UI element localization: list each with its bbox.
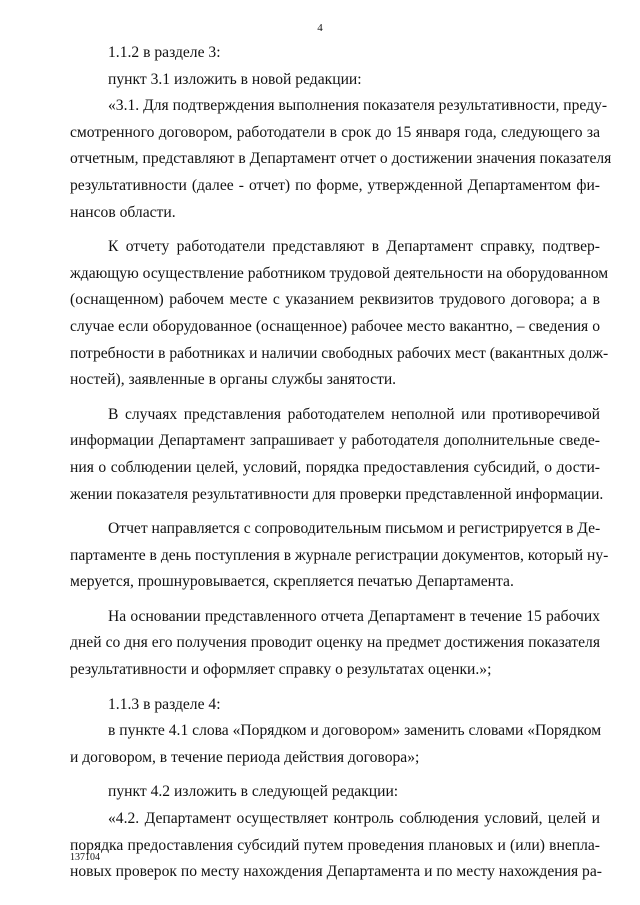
text-line: 1.1.3 в разделе 4: xyxy=(108,695,221,713)
text-line: партаменте в день поступления в журнале регистрации документов, который ну- xyxy=(70,546,609,564)
paragraph-gap xyxy=(70,394,600,402)
text-line: В случаях представления работодателем неполной или противоречивой xyxy=(108,405,600,423)
text-line: ждающую осуществление работником трудовой деятельности на оборудованном xyxy=(70,264,609,282)
text-line: информации Департамент запрашивает у работодателя дополнительные сведе- xyxy=(70,432,600,450)
paragraph-gap xyxy=(70,596,600,604)
text-line: случае если оборудованное (оснащенное) рабочее место вакантно, – сведения о xyxy=(70,317,600,335)
text-line: «3.1. Для подтверждения выполнения показателя результативности, преду- xyxy=(108,97,608,115)
text-line: «4.2. Департамент осуществляет контроль соблюдения условий, целей и xyxy=(108,810,600,828)
page-number: 4 xyxy=(317,22,323,34)
text-line: ния о соблюдении целей, условий, порядка предоставления субсидий, о дости- xyxy=(70,458,600,476)
text-line: порядка предоставления субсидий путем проведения плановых и (или) внепла- xyxy=(70,836,600,854)
document-body xyxy=(70,40,612,886)
text-line: в пункте 4.1 слова «Порядком и договором» заменить словами «Порядком xyxy=(108,722,602,740)
text-line: К отчету работодатели представляют в Департамент справку, подтвер- xyxy=(108,238,600,256)
text-line: смотренного договором, работодатели в срок до 15 января года, следующего за xyxy=(70,123,600,141)
paragraph-gap xyxy=(70,771,600,779)
text-line: 1.1.2 в разделе 3: xyxy=(108,44,221,61)
paragraph-gap xyxy=(70,684,600,692)
text-line: пункт 4.2 изложить в следующей редакции: xyxy=(108,783,399,801)
text-line: На основании представленного отчета Департамент в течение 15 рабочих xyxy=(108,607,600,625)
paragraph-gap xyxy=(70,226,600,234)
text-line: (оснащенном) рабочем месте с указанием реквизитов трудового договора; а в xyxy=(70,291,600,309)
text-line: жении показателя результативности для проверки представленной информации. xyxy=(70,485,604,503)
paragraph-gap xyxy=(70,508,600,516)
text-line: и договором, в течение периода действия договора»; xyxy=(70,748,420,766)
text-line: результативности (далее - отчет) по форме, утвержденной Департаментом фи- xyxy=(70,176,600,194)
text-line: потребности в работниках и наличии свободных рабочих мест (вакантных долж- xyxy=(70,344,609,362)
text-line: Отчет направляется с сопроводительным письмом и регистрируется в Де- xyxy=(108,520,601,538)
text-line: результативности и оформляет справку о результатах оценки.»; xyxy=(70,661,492,679)
text-line: ностей), заявленные в органы службы занятости. xyxy=(70,371,397,389)
text-line: новых проверок по месту нахождения Департамента и по месту нахождения ра- xyxy=(70,863,602,881)
text-line: отчетным, представляют в Департамент отчет о достижении значения показателя xyxy=(70,150,612,168)
text-line: нансов области. xyxy=(70,203,176,221)
text-line: меруется, прошнуровывается, скрепляется печатью Департамента. xyxy=(70,573,514,591)
document-code: 137104 xyxy=(70,852,100,863)
text-line: пункт 3.1 изложить в новой редакции: xyxy=(108,70,362,88)
text-line: дней со дня его получения проводит оценку на предмет достижения показателя xyxy=(70,634,600,652)
